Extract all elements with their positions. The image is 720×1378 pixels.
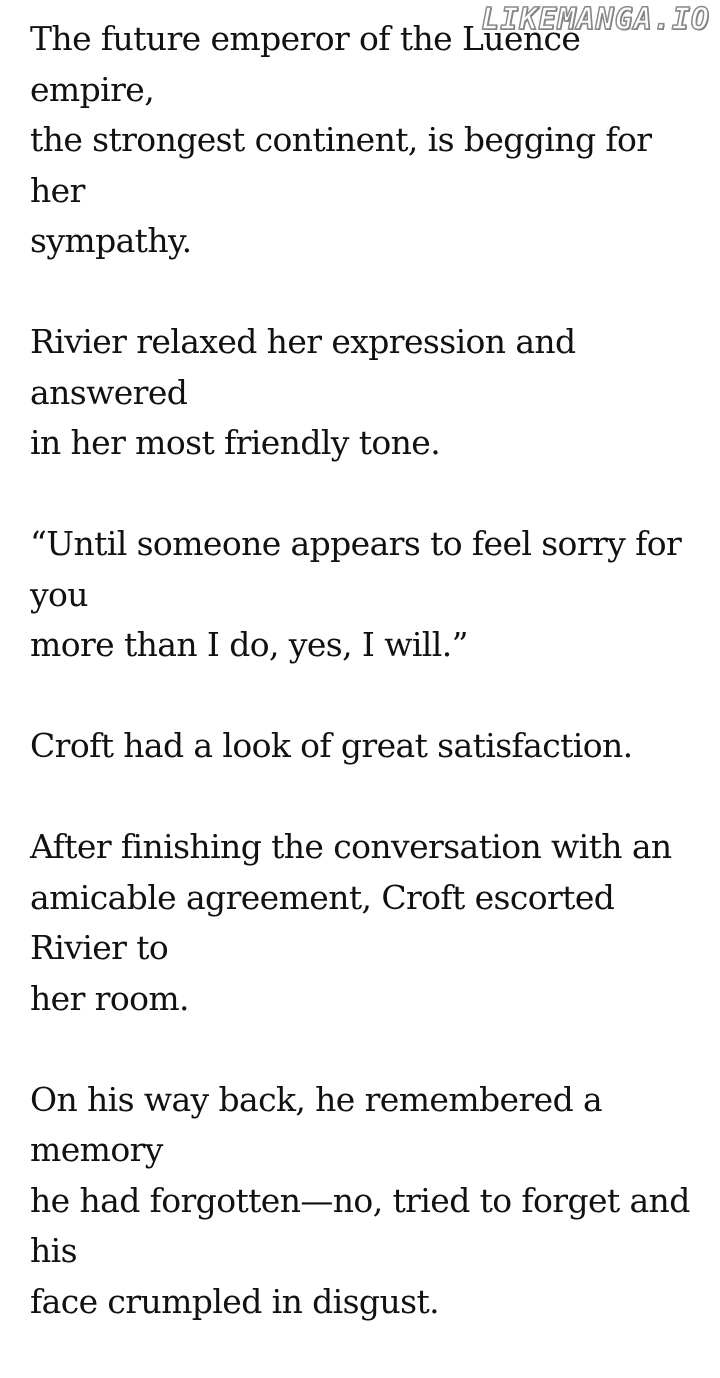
paragraph: “Until someone appears to feel sorry for you more than I do, yes, I will.” (30, 524, 682, 664)
paragraph: The future emperor of the Luence empire, the strongest continent, is begging for her sympathy. (30, 19, 652, 260)
paragraph: Rivier relaxed her expression and answered in her most friendly tone. (30, 322, 576, 462)
paragraph: Croft had a look of great satisfaction. (30, 726, 633, 765)
paragraph: After finishing the conversation with an amicable agreement, Croft escorted Rivier to her room. (30, 827, 672, 1018)
site-watermark: LIKEMANGA.IO (481, 2, 710, 37)
chapter-text (30, 14, 710, 1378)
paragraph: On his way back, he remembered a memory he had forgotten—no, tried to forget and his face crumpled in disgust. (30, 1079, 690, 1321)
